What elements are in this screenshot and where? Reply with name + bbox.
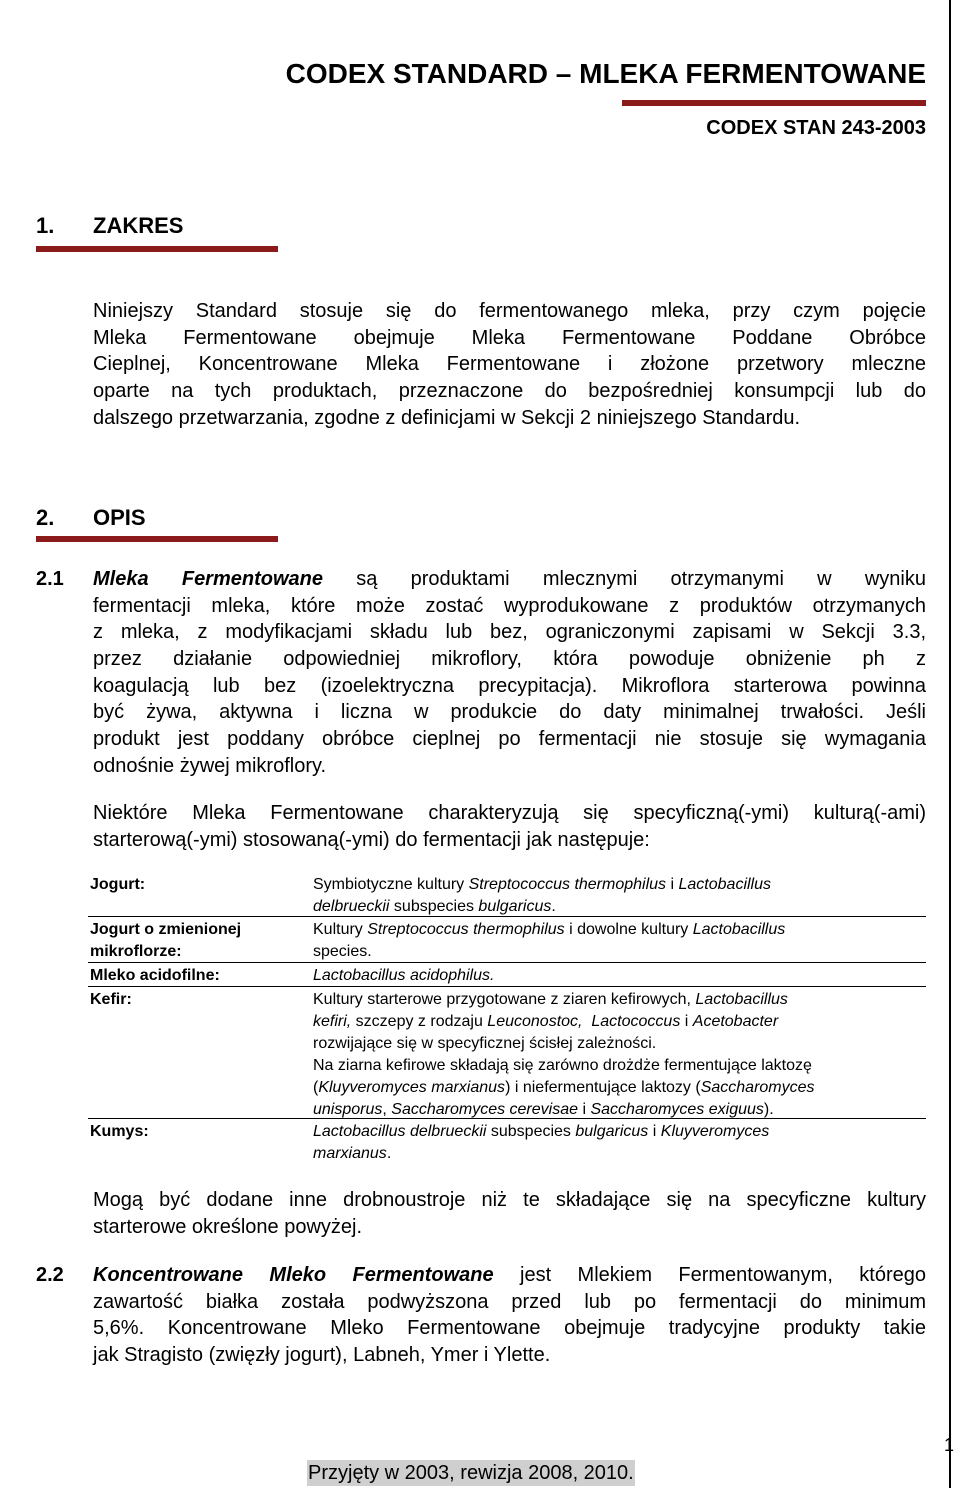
text-line: starterowe określone powyżej. [93, 1215, 363, 1238]
clause-2-1-paragraph [93, 566, 926, 780]
cultures-intro-paragraph [93, 800, 926, 853]
section-1-underline [36, 246, 278, 252]
culture-description: Lactobacillus delbrueckii subspecies bulgaricus i Kluyveromyces marxianus. [313, 1123, 770, 1162]
section-2-number: 2. [36, 505, 55, 530]
culture-description: Kultury starterowe przygotowane z ziaren kefirowych, Lactobacillus kefiri, szczepy z rodzaju Leuconostoc, Lactococcus i Acetobacter rozwijające się w specyficznej ścisłej zależności. Na ziarna kefirowe składają się zarówno drożdże fermentujące laktozę (Kluyveromyces marxianus) i niefermentujące laktozy (Saccharomyces unisporus, Saccharomyces cerevisae i Saccharomyces exiguus). [313, 991, 815, 1118]
product-label: Jogurt o zmienionej mikroflorze: [90, 921, 242, 960]
section-1-title: ZAKRES [93, 213, 184, 238]
culture-description: Kultury Streptococcus thermophilus i dowolne kultury Lactobacillus species. [313, 921, 786, 960]
clause-2-2-number: 2.2 [36, 1264, 64, 1286]
product-label: Kumys: [90, 1123, 149, 1140]
defined-term: Mleka Fermentowane [93, 568, 323, 590]
text-line: odnośnie żywej mikroflory. [93, 754, 327, 777]
text-line: dalszego przetwarzania, zgodne z definicjami w Sekcji 2 niniejszego Standardu. [93, 406, 801, 429]
section-1-number: 1. [36, 213, 55, 238]
other-microorganisms-paragraph [93, 1187, 926, 1240]
text-line: Koncentrowane Mleko Fermentowane jest Mlekiem Fermentowanym, którego [93, 1264, 926, 1286]
table-row [88, 987, 926, 1119]
text-line: koagulacją lub bez (izoelektryczna precypitacja). Mikroflora starterowa powinna [93, 674, 926, 697]
title-underline [622, 100, 926, 106]
text-line: produkt jest poddany obróbce cieplnej po fermentacji nie stosuje się wymagania [93, 728, 926, 751]
clause-2-1-number: 2.1 [36, 568, 64, 590]
product-label: Kefir: [90, 991, 132, 1008]
section-2-underline [36, 536, 278, 542]
text-line: jak Stragisto (zwięzły jogurt), Labneh, Ymer i Ylette. [93, 1344, 551, 1367]
text-line: Niniejszy Standard stosuje się do fermentowanego mleka, przy czym pojęcie [93, 300, 926, 322]
text-line: z mleka, z modyfikacjami składu lub bez, ograniczonymi zapisami w Sekcji 3.3, [93, 621, 926, 644]
text-line: zawartość białka została podwyższona przed lub po fermentacji do minimum [93, 1290, 926, 1313]
cultures-table [88, 872, 926, 1167]
table-row [88, 872, 926, 917]
culture-description: Symbiotyczne kultury Streptococcus thermophilus i Lactobacillus delbrueckii subspecies bulgaricus. [313, 876, 771, 915]
table-row [88, 1119, 926, 1167]
adoption-note: Przyjęty w 2003, rewizja 2008, 2010. [308, 1462, 634, 1484]
text-line: Mleka Fermentowane obejmuje Mleka Fermentowane Poddane Obróbce [93, 326, 926, 349]
section-1-paragraph [93, 298, 926, 431]
product-label: Jogurt: [90, 876, 146, 893]
text-line: Mogą być dodane inne drobnoustroje niż te składające się na specyficzne kultury [93, 1189, 926, 1211]
table-row [88, 917, 926, 963]
standard-code: CODEX STAN 243-2003 [706, 117, 926, 139]
text-line: 5,6%. Koncentrowane Mleko Fermentowane obejmuje tradycyjne produkty takie [93, 1317, 926, 1340]
clause-2-2-paragraph [93, 1262, 926, 1369]
document-title: CODEX STANDARD – MLEKA FERMENTOWANE [285, 58, 926, 89]
culture-description: Lactobacillus acidophilus. [313, 967, 495, 984]
page-number: 1 [944, 1435, 955, 1455]
section-2-title: OPIS [93, 505, 146, 530]
text-line: być żywa, aktywna i liczna w produkcie do daty minimalnej trwałości. Jeśli [93, 701, 926, 724]
product-label: Mleko acidofilne: [90, 967, 220, 984]
page-right-border [949, 0, 951, 1488]
text-line: Niektóre Mleka Fermentowane charakteryzują się specyficzną(-ymi) kulturą(-ami) [93, 802, 926, 824]
text-line: oparte na tych produktach, przeznaczone do bezpośredniej konsumpcji lub do [93, 380, 926, 403]
defined-term: Koncentrowane Mleko Fermentowane [93, 1264, 494, 1286]
text-line: Cieplnej, Koncentrowane Mleka Fermentowane i złożone przetwory mleczne [93, 353, 926, 376]
text-line: starterową(-ymi) stosowaną(-ymi) do fermentacji jak następuje: [93, 828, 650, 851]
table-row [88, 963, 926, 987]
section-2-heading [36, 505, 146, 531]
text-line: fermentacji mleka, które może zostać wyprodukowane z produktów otrzymanych [93, 594, 926, 617]
section-1-heading [36, 213, 183, 239]
text-line: przez działanie odpowiedniej mikroflory, która powoduje obniżenie ph z [93, 648, 926, 671]
text-line: Mleka Fermentowane są produktami mlecznymi otrzymanymi w wyniku [93, 568, 926, 590]
